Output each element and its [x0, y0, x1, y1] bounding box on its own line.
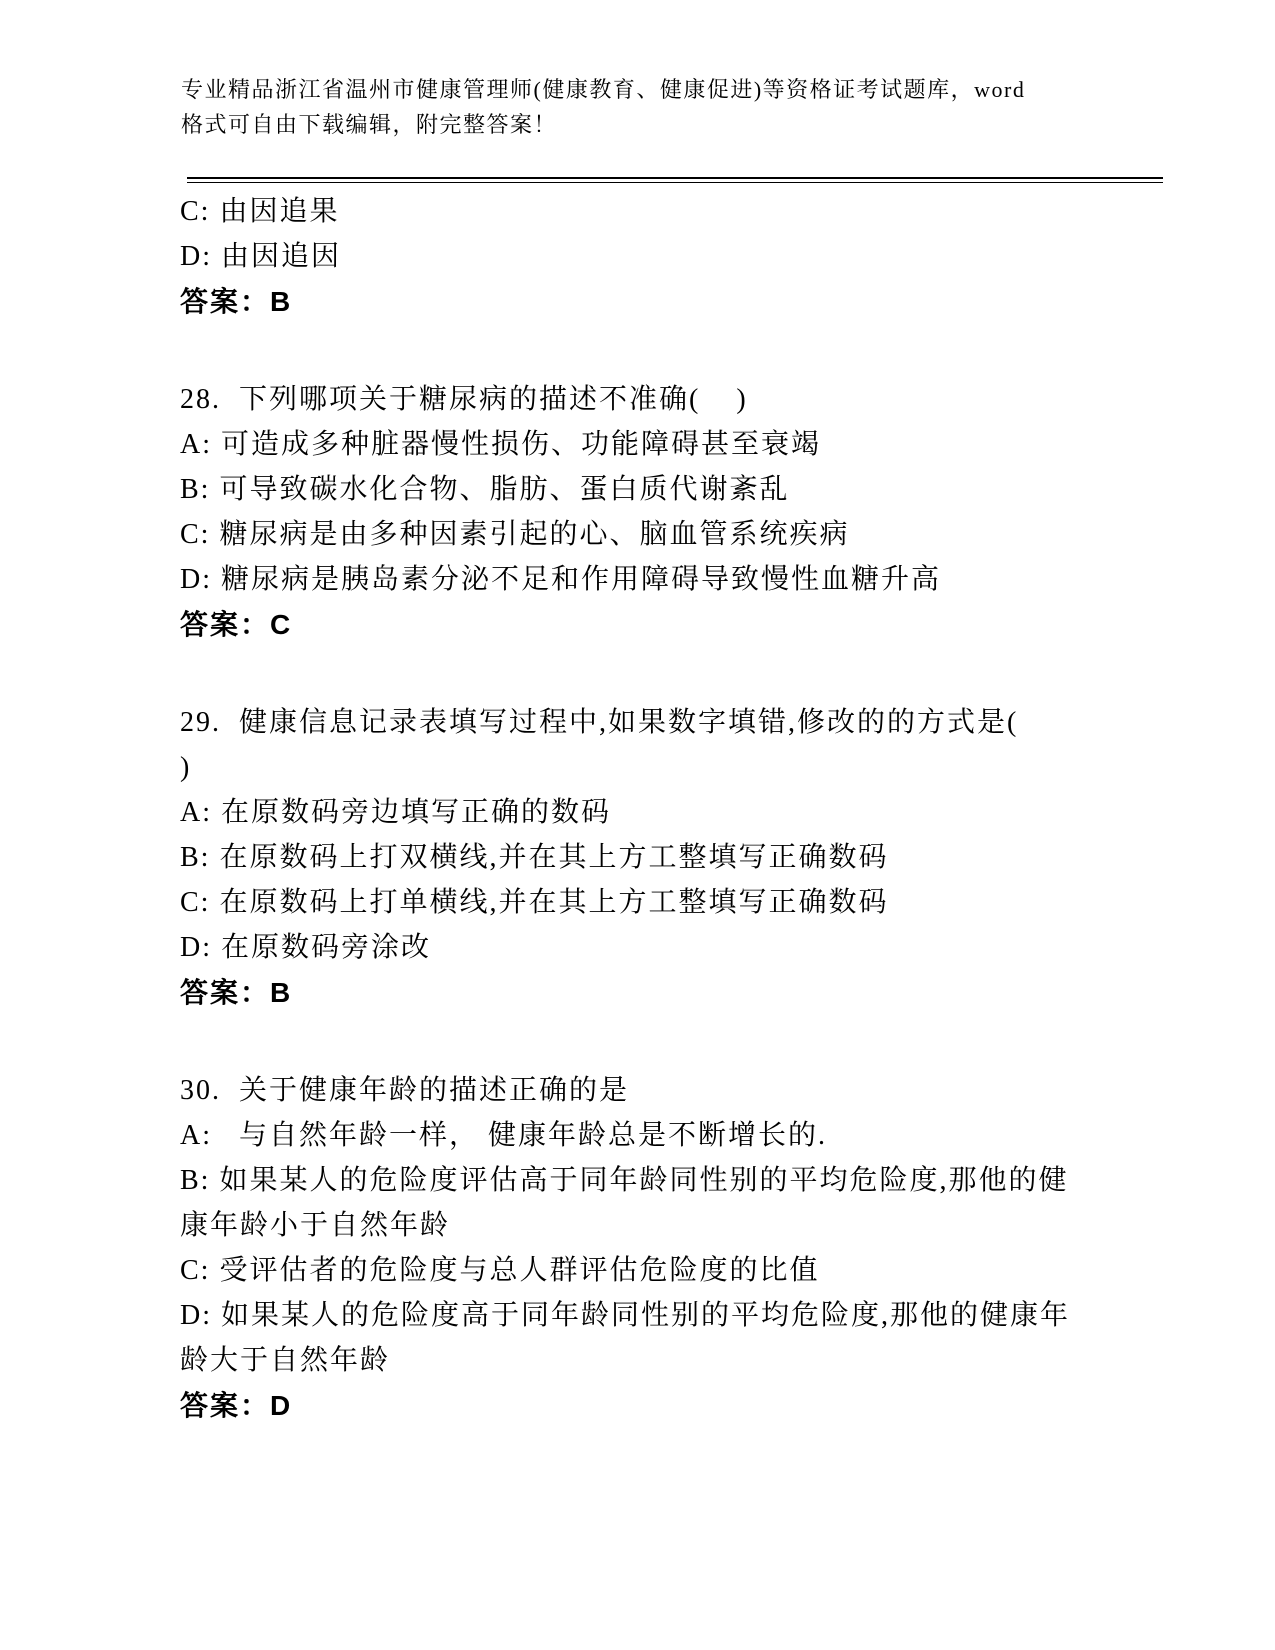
- option-line-b: B: 可导致碳水化合物、脂肪、蛋白质代谢紊乱: [180, 474, 790, 505]
- header-text-line-1: 专业精品浙江省温州市健康管理师(健康教育、健康促进)等资格证考试题库，word: [181, 77, 1026, 102]
- option-line-b: B: 在原数码上打双横线,并在其上方工整填写正确数码: [180, 842, 889, 873]
- option-line-a: A: 在原数码旁边填写正确的数码: [180, 797, 612, 828]
- question-title-line-1: 29. 健康信息记录表填写过程中,如果数字填错,修改的的方式是(: [180, 707, 1019, 738]
- option-line-a: A: 与自然年龄一样， 健康年龄总是不断增长的.: [180, 1120, 828, 1151]
- option-line-d-wrap: 龄大于自然年龄: [180, 1345, 391, 1376]
- option-line-d: D: 如果某人的危险度高于同年龄同性别的平均危险度,那他的健康年: [180, 1300, 1071, 1331]
- question-29: [180, 701, 1080, 1015]
- question-30: [180, 1069, 1080, 1428]
- page-header: [181, 72, 1081, 142]
- option-line-b-wrap: 康年龄小于自然年龄: [180, 1210, 451, 1241]
- option-line-b: B: 如果某人的危险度评估高于同年龄同性别的平均危险度,那他的健: [180, 1165, 1069, 1196]
- answer-line: 答案：D: [180, 1390, 293, 1421]
- header-divider: [187, 177, 1163, 183]
- answer-line: 答案：B: [180, 977, 293, 1008]
- question-title: 28. 下列哪项关于糖尿病的描述不准确( ): [180, 384, 748, 415]
- question-27-tail: [180, 190, 1080, 324]
- option-line-d: D: 糖尿病是胰岛素分泌不足和作用障碍导致慢性血糖升高: [180, 564, 942, 595]
- option-line-d: D: 在原数码旁涂改: [180, 932, 432, 963]
- option-line-c: C: 糖尿病是由多种因素引起的心、脑血管系统疾病: [180, 519, 850, 550]
- option-line-c: C: 由因追果: [180, 196, 340, 227]
- question-28: [180, 378, 1080, 647]
- option-line-c: C: 在原数码上打单横线,并在其上方工整填写正确数码: [180, 887, 889, 918]
- option-line-c: C: 受评估者的危险度与总人群评估危险度的比值: [180, 1255, 820, 1286]
- answer-line: 答案：C: [180, 609, 293, 640]
- question-title-line-2: ): [180, 752, 192, 783]
- header-text-line-2: 格式可自由下载编辑，附完整答案！: [181, 112, 558, 137]
- option-line-d: D: 由因追因: [180, 241, 342, 272]
- question-title: 30. 关于健康年龄的描述正确的是: [180, 1075, 630, 1106]
- option-line-a: A: 可造成多种脏器慢性损伤、功能障碍甚至衰竭: [180, 429, 822, 460]
- answer-line: 答案：B: [180, 286, 293, 317]
- document-content: [180, 190, 1080, 1429]
